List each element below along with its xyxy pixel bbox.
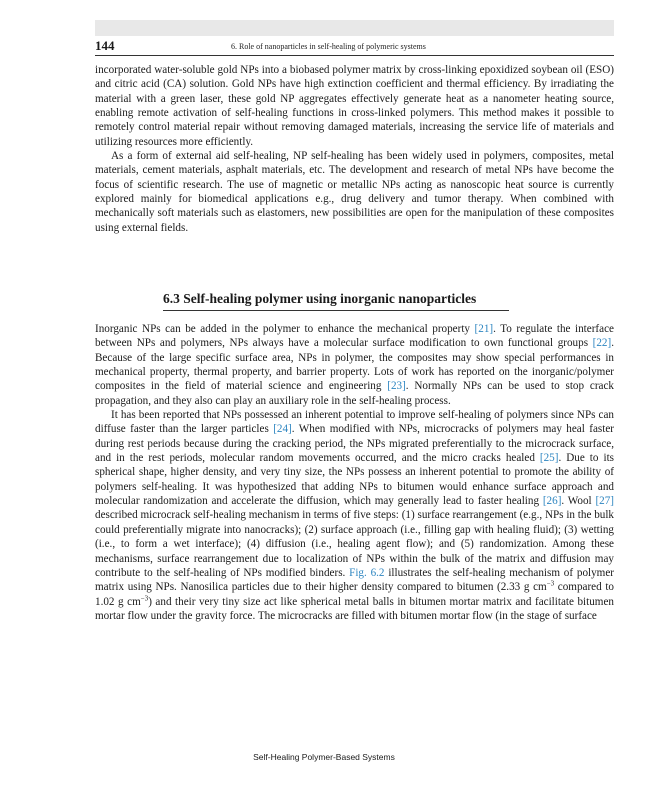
- superscript: −3: [546, 579, 555, 588]
- citation-link[interactable]: [21]: [474, 323, 494, 335]
- running-title: 6. Role of nanoparticles in self-healing of polymeric systems: [231, 42, 426, 51]
- citation-link[interactable]: [24]: [273, 423, 292, 436]
- header-bar: [95, 20, 614, 36]
- citation-link[interactable]: [23]: [387, 380, 406, 393]
- citation-link[interactable]: [27]: [595, 495, 614, 508]
- citation-link[interactable]: [22]: [592, 337, 612, 350]
- paragraph: incorporated water-soluble gold NPs into a biobased polymer matrix by cross-linking epoxidized soybean oil (ESO) and citric acid (CA) solution. Gold NPs have high extinction coefficient and thermal efficiency. By irradiating the material with a green laser, these gold NP aggregates effectively generate heat as a nanometer heating source, enabling remote activation of self-healing functions in cross-linked polymers. This method makes it possible to remotely control material repair without removing damaged materials, increasing the service life of materials and utilizing resources more efficiently.: [95, 64, 614, 148]
- citation-link[interactable]: [25]: [539, 452, 559, 465]
- superscript: −3: [140, 593, 149, 602]
- citation-link[interactable]: [26]: [542, 495, 562, 508]
- section-heading: 6.3 Self-healing polymer using inorganic nanoparticles: [163, 291, 477, 306]
- paragraph: As a form of external aid self-healing, NP self-healing has been widely used in polymers, composites, metal materials, cement materials, asphalt materials, etc. The development and research of metal NPs have become the focus of scientific research. The use of magnetic or metallic NPs acting as nanoscopic heat source is currently explored mainly for biomedical applications e.g., drug delivery and tumor therapy. When combined with mechanically soft materials such as elastomers, new possibilities are open for the manipulation of these composites using external fields.: [95, 150, 614, 234]
- page-header: [95, 38, 614, 56]
- page-footer: Self-Healing Polymer-Based Systems: [253, 752, 395, 762]
- paragraph: It has been reported that NPs possessed an inherent potential to improve self-healing of polymers since NPs can diffuse faster than the larger particles [24]. When modified with NPs, microcracks of polymers may heal faster during rest periods because during the cracking period, the NPs migrated preferentially to the microcrack surface, and in the rest periods, molecular random movements occurred, and the micro cracks healed [25]. Due to its spherical shape, higher density, and very tiny size, the NPs possess an inherent potential to promote the ability of polymers self-healing. It was hypothesized that adding NPs to bitumen would enhance surface approach and molecular randomization and accelerate the diffusion, which may generally lead to faster healing [26]. Wool [27] described microcrack self-healing mechanism in terms of five steps: (1) surface rearrangement (e.g., NPs in the bulk could preferentially migrate into nanocracks); (2) surface approach (i.e., filling gap with healing fluid); (3) wetting (i.e., to form a wet interface); (4) diffusion (i.e., healing agent flow); and (5) randomization. Among these mechanisms, surface rearrangement due to localization of NPs within the bulk of the matrix and diffusion may contribute to the self-healing of NPs modified binders. Fig. 6.2 illustrates the self-healing mechanism of polymer matrix using NPs. Nanosilica particles due to their higher density compared to bitumen (2.33 g $cm^{-3}$ compared to 1.02 g $cm^{-3}$) and their very tiny size act like spherical metal balls in bitumen mortar matrix and facilitate bitumen mortar flow under the gravity force. The microcracks are filled with bitumen mortar flow (in the stage of surface: [95, 409, 615, 622]
- figure-link[interactable]: Fig. 6.2: [349, 566, 385, 579]
- paragraph: Inorganic NPs can be added in the polymer to enhance the mechanical property [21]. To regulate the interface between NPs and polymers, NPs always have a molecular surface modification to own functional groups [22]. Because of the large specific surface area, NPs in polymer, the composites may show special performances in mechanical property, thermal property, and barrier property. Lots of work has reported on the inorganic/polymer composites in the field of material science and engineering [23]. Normally NPs can be used to stop crack propagation, and they also can play an auxiliary role in the self-healing process.: [95, 323, 614, 407]
- page-number: 144: [95, 38, 115, 53]
- body-text-section: [95, 322, 614, 623]
- body-text-top: [95, 63, 614, 235]
- header-rule: [95, 55, 614, 56]
- section-heading-underline: [163, 310, 509, 311]
